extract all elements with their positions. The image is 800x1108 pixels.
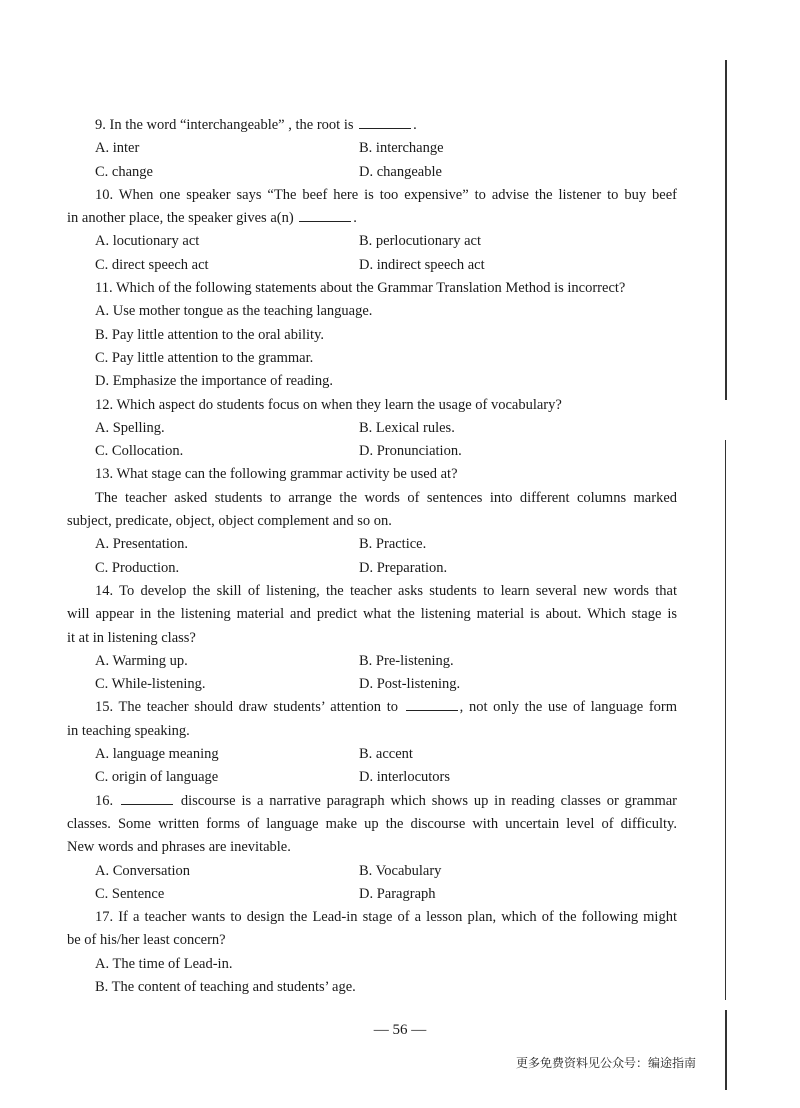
option-d: D. Pronunciation. [359, 443, 462, 460]
option-b: B. Lexical rules. [359, 419, 455, 436]
option-b: B. Practice. [359, 536, 427, 553]
question-15-stem-line-2: in teaching speaking. [67, 722, 190, 739]
option-d: D. Paragraph [359, 885, 436, 902]
question-12-options-row-1 [67, 417, 677, 440]
question-9-options-row-1 [67, 137, 677, 160]
option-b: B. Pre-listening. [359, 652, 454, 669]
option-b: B. accent [359, 746, 413, 763]
option-a: A. Warming up. [95, 652, 188, 669]
question-15-options-row-1 [67, 743, 677, 766]
option-b: B. interchange [359, 140, 444, 157]
question-17-stem-line-1: 17. If a teacher wants to design the Lead-in stage of a lesson plan, which of the following might [95, 909, 677, 926]
question-14-options-row-2 [67, 673, 677, 696]
answer-blank [359, 114, 411, 129]
page-number: — 56 — [373, 1022, 427, 1038]
question-14-stem-line-1: 14. To develop the skill of listening, the teacher asks students to learn several new words that [95, 582, 677, 599]
scan-edge-line [725, 440, 726, 1000]
option-a: A. Spelling. [95, 419, 165, 436]
option-d: D. Preparation. [359, 559, 448, 576]
question-10-options-row-1 [67, 230, 677, 253]
question-13-passage-line-2: subject, predicate, object, object complement and so on. [67, 513, 392, 530]
option-d: D. Emphasize the importance of reading. [95, 373, 333, 390]
question-14-stem-line-3: it at in listening class? [67, 629, 196, 646]
option-c: C. Pay little attention to the grammar. [95, 349, 314, 366]
question-15-options-row-2 [67, 766, 677, 789]
scan-edge-line [725, 60, 727, 400]
question-13-options-row-2 [67, 557, 677, 580]
option-b: B. The content of teaching and students’ age. [95, 978, 356, 995]
option-c: C. direct speech act [95, 256, 209, 273]
question-10-options-row-2 [67, 254, 677, 277]
question-13-stem: 13. What stage can the following grammar activity be used at? [95, 466, 458, 483]
option-a: A. language meaning [95, 746, 219, 763]
question-list [67, 114, 677, 999]
option-c: C. change [95, 163, 153, 180]
answer-blank [121, 790, 173, 805]
question-14-options-row-1 [67, 650, 677, 673]
question-10-stem-line-1: 10. When one speaker says “The beef here is too expensive” to advise the listener to buy beef [95, 186, 677, 203]
option-d: D. changeable [359, 163, 442, 180]
question-9-options-row-2 [67, 161, 677, 184]
option-c: C. origin of language [95, 769, 219, 786]
option-a: A. Use mother tongue as the teaching language. [95, 303, 373, 320]
option-d: D. indirect speech act [359, 256, 485, 273]
option-c: C. Sentence [95, 885, 165, 902]
question-16-stem-line-2: classes. Some written forms of language make up the discourse with uncertain level of difficulty. [67, 815, 677, 832]
question-16-stem-line-1: 16. discourse is a narrative paragraph which shows up in reading classes or grammar [67, 790, 677, 813]
option-a: A. Presentation. [95, 536, 189, 553]
option-a: A. inter [95, 140, 140, 157]
option-b: B. perlocutionary act [359, 233, 481, 250]
question-17-stem-line-2: be of his/her least concern? [67, 932, 226, 949]
question-11-stem: 11. Which of the following statements about the Grammar Translation Method is incorrect? [95, 280, 626, 297]
question-9-stem: 9. In the word “interchangeable” , the root is . [67, 114, 677, 137]
question-12-options-row-2 [67, 440, 677, 463]
option-a: A. Conversation [95, 862, 191, 879]
question-12-stem: 12. Which aspect do students focus on when they learn the usage of vocabulary? [95, 396, 562, 413]
question-14-stem-line-2: will appear in the listening material and predict what the listening material is about. Which stage is [67, 606, 677, 623]
question-10-stem-line-2: in another place, the speaker gives a(n) . [67, 207, 677, 230]
option-b: B. Vocabulary [359, 862, 442, 879]
question-15-stem-line-1: 15. The teacher should draw students’ attention to , not only the use of language form [67, 696, 677, 719]
option-a: A. locutionary act [95, 233, 200, 250]
option-c: C. While-listening. [95, 676, 206, 693]
option-a: A. The time of Lead-in. [95, 955, 233, 972]
question-16-options-row-2 [67, 883, 677, 906]
footer-note: 更多免费资料见公众号：编途指南 [515, 1056, 696, 1070]
question-16-stem-line-3: New words and phrases are inevitable. [67, 839, 291, 856]
answer-blank [299, 207, 351, 222]
option-d: D. Post-listening. [359, 676, 461, 693]
scan-edge-line [725, 1010, 727, 1090]
option-c: C. Collocation. [95, 443, 184, 460]
option-b: B. Pay little attention to the oral ability. [95, 326, 325, 343]
question-16-options-row-1 [67, 860, 677, 883]
option-c: C. Production. [95, 559, 180, 576]
question-13-passage-line-1: The teacher asked students to arrange the words of sentences into different columns marked [95, 489, 677, 506]
option-d: D. interlocutors [359, 769, 451, 786]
answer-blank [406, 696, 458, 711]
question-13-options-row-1 [67, 533, 677, 556]
